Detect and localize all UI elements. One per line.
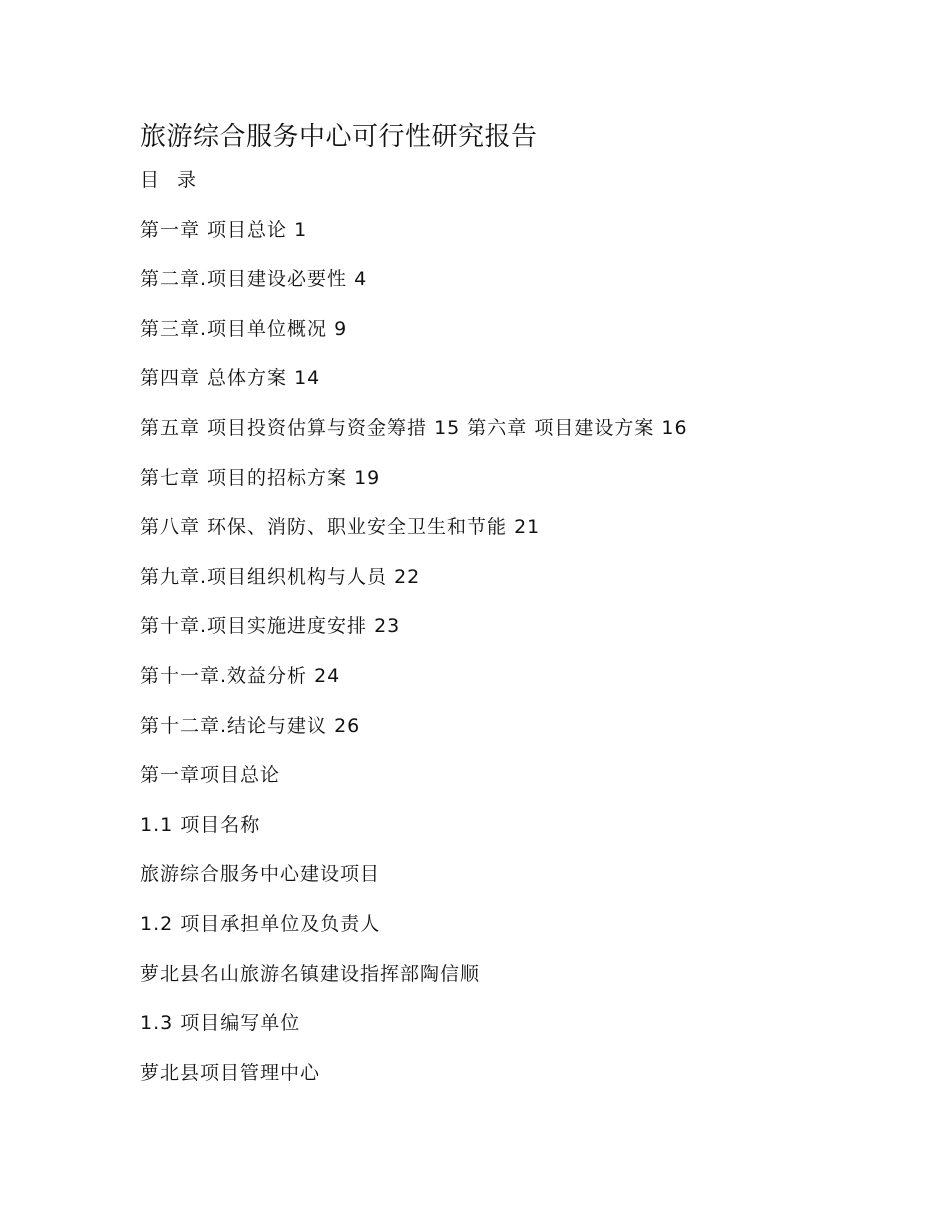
toc-item: 第五章 项目投资估算与资金筹措 15 第六章 项目建设方案 16: [140, 416, 688, 439]
toc-item: 第十章.项目实施进度安排 23: [140, 615, 401, 638]
paragraph: 萝北县项目管理中心: [140, 1061, 321, 1084]
section-heading: 1.1 项目名称: [140, 813, 261, 836]
toc-item: 第一章 项目总论 1: [140, 218, 308, 241]
toc-item: 第十一章.效益分析 24: [140, 664, 341, 687]
toc-item: 第七章 项目的招标方案 19: [140, 466, 381, 489]
toc-item: 第九章.项目组织机构与人员 22: [140, 565, 421, 588]
chapter-heading: 第一章项目总论: [140, 764, 281, 787]
section-heading: 1.2 项目承担单位及负责人: [140, 912, 381, 935]
table-of-contents: [140, 218, 900, 764]
section-heading: 1.3 项目编写单位: [140, 1012, 301, 1035]
paragraph: 萝北县名山旅游名镇建设指挥部陶信顺: [140, 962, 481, 985]
document-page: [140, 118, 900, 1110]
document-body: [140, 763, 900, 1110]
toc-item: 第四章 总体方案 14: [140, 367, 321, 390]
paragraph: 旅游综合服务中心建设项目: [140, 863, 381, 886]
toc-heading: 目 录: [140, 169, 203, 191]
toc-item: 第十二章.结论与建议 26: [140, 714, 361, 737]
toc-item: 第八章 环保、消防、职业安全卫生和节能 21: [140, 516, 541, 539]
toc-item: 第二章.项目建设必要性 4: [140, 268, 368, 291]
toc-item: 第三章.项目单位概况 9: [140, 317, 348, 340]
document-title: 旅游综合服务中心可行性研究报告: [140, 122, 538, 152]
